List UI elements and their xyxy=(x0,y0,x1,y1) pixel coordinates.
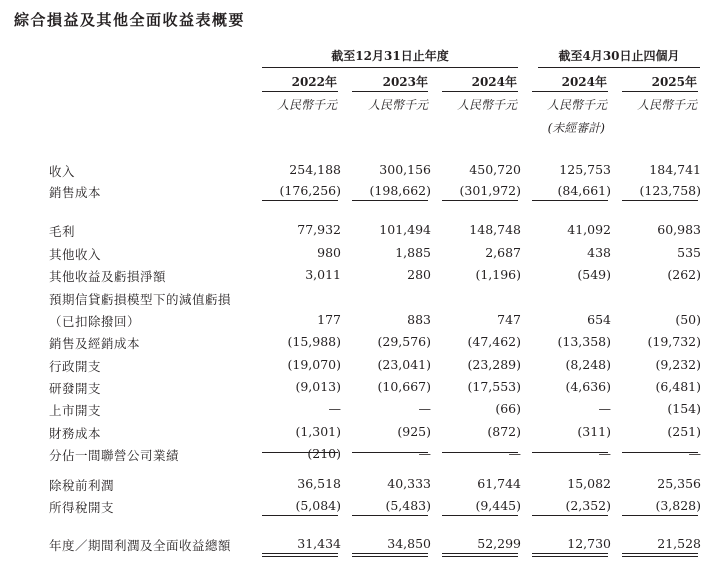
row-value: 450,720 xyxy=(469,162,521,177)
row-value: (29,576) xyxy=(377,334,431,349)
year-header-2025-interim: 2025年 xyxy=(651,75,697,89)
row-value: 254,188 xyxy=(289,162,341,177)
row-value: 21,528 xyxy=(657,536,701,551)
row-value: 438 xyxy=(587,245,611,260)
row-value: (10,667) xyxy=(377,379,431,394)
row-value: (2,352) xyxy=(565,498,611,513)
row-value: 177 xyxy=(317,312,341,327)
row-label: 預期信貸虧損模型下的減值虧損 xyxy=(49,292,232,307)
row-label: 收入 xyxy=(49,164,76,179)
row-label: 年度／期間利潤及全面收益總額 xyxy=(49,538,232,553)
row-value: 52,299 xyxy=(477,536,521,551)
row-value: 34,850 xyxy=(387,536,431,551)
row-label: 分佔一間聯營公司業績 xyxy=(49,448,180,463)
row-value: 883 xyxy=(407,312,431,327)
row-label: 所得稅開支 xyxy=(49,500,115,515)
row-label: （已扣除撥回） xyxy=(49,314,141,329)
row-value: — xyxy=(688,446,701,461)
row-label: 銷售成本 xyxy=(49,185,102,200)
row-value: 12,730 xyxy=(567,536,611,551)
header-annual-rule xyxy=(262,67,518,68)
year-header-2024-interim: 2024年 xyxy=(561,75,607,89)
year-header-2022: 2022年 xyxy=(291,75,337,89)
row-label: 其他收益及虧損淨額 xyxy=(49,269,167,284)
row-value: 654 xyxy=(587,312,611,327)
year-header-2024: 2024年 xyxy=(471,75,517,89)
header-interim-period: 截至4月30日止四個月 xyxy=(558,49,680,63)
row-value: (19,732) xyxy=(647,334,701,349)
row-value: (176,256) xyxy=(279,183,341,198)
row-value: — xyxy=(418,446,431,461)
row-value: (6,481) xyxy=(655,379,701,394)
row-value: (301,972) xyxy=(459,183,521,198)
row-value: 61,744 xyxy=(477,476,521,491)
row-value: (123,758) xyxy=(639,183,701,198)
row-value: (262) xyxy=(667,267,701,282)
row-value: (311) xyxy=(577,424,611,439)
row-value: (3,828) xyxy=(655,498,701,513)
row-value: (9,232) xyxy=(655,357,701,372)
row-label: 研發開支 xyxy=(49,381,102,396)
row-value: (925) xyxy=(397,424,431,439)
row-value: 60,983 xyxy=(657,222,701,237)
row-value: 101,494 xyxy=(379,222,431,237)
unit-label: 人民幣千元 xyxy=(546,98,607,112)
row-value: (84,661) xyxy=(557,183,611,198)
row-value: — xyxy=(598,446,611,461)
row-value: 148,748 xyxy=(469,222,521,237)
row-value: 25,356 xyxy=(657,476,701,491)
row-label: 上市開支 xyxy=(49,403,102,418)
row-value: 40,333 xyxy=(387,476,431,491)
row-value: — xyxy=(418,401,431,416)
row-value: 747 xyxy=(497,312,521,327)
row-value: 980 xyxy=(317,245,341,260)
row-value: 184,741 xyxy=(649,162,701,177)
row-value: — xyxy=(508,446,521,461)
row-value: (13,358) xyxy=(557,334,611,349)
unit-label: 人民幣千元 xyxy=(456,98,517,112)
row-value: (872) xyxy=(487,424,521,439)
row-value: (251) xyxy=(667,424,701,439)
header-interim-rule xyxy=(538,67,700,68)
row-value: (210) xyxy=(307,446,341,461)
row-value: 15,082 xyxy=(567,476,611,491)
row-value: 31,434 xyxy=(297,536,341,551)
row-value: (154) xyxy=(667,401,701,416)
row-value: (15,988) xyxy=(287,334,341,349)
row-value: (198,662) xyxy=(369,183,431,198)
header-annual-period: 截至12月31日止年度 xyxy=(331,49,449,63)
row-value: 3,011 xyxy=(305,267,341,282)
row-value: (5,084) xyxy=(295,498,341,513)
unit-label: 人民幣千元 xyxy=(636,98,697,112)
row-value: (4,636) xyxy=(565,379,611,394)
row-value: 125,753 xyxy=(559,162,611,177)
row-value: 36,518 xyxy=(297,476,341,491)
row-value: (1,301) xyxy=(295,424,341,439)
row-value: — xyxy=(598,401,611,416)
row-value: 280 xyxy=(407,267,431,282)
row-value: (9,013) xyxy=(295,379,341,394)
row-label: 行政開支 xyxy=(49,359,102,374)
row-value: 1,885 xyxy=(395,245,431,260)
unit-label: 人民幣千元 xyxy=(276,98,337,112)
row-value: (9,445) xyxy=(475,498,521,513)
year-header-2023: 2023年 xyxy=(382,75,428,89)
row-label: 銷售及經銷成本 xyxy=(49,336,141,351)
row-value: (19,070) xyxy=(287,357,341,372)
row-value: (47,462) xyxy=(467,334,521,349)
unit-label: 人民幣千元 xyxy=(367,98,428,112)
row-value: (23,289) xyxy=(467,357,521,372)
row-value: 300,156 xyxy=(379,162,431,177)
row-value: (8,248) xyxy=(565,357,611,372)
row-value: (23,041) xyxy=(377,357,431,372)
row-value: (1,196) xyxy=(475,267,521,282)
row-value: (66) xyxy=(495,401,521,416)
row-value: (549) xyxy=(577,267,611,282)
row-label: 財務成本 xyxy=(49,426,102,441)
row-value: 41,092 xyxy=(567,222,611,237)
row-label: 毛利 xyxy=(49,224,76,239)
row-value: 535 xyxy=(677,245,701,260)
row-value: 2,687 xyxy=(485,245,521,260)
row-value: (50) xyxy=(675,312,701,327)
row-label: 其他收入 xyxy=(49,247,102,262)
row-value: 77,932 xyxy=(297,222,341,237)
row-value: (5,483) xyxy=(385,498,431,513)
row-value: (17,553) xyxy=(467,379,521,394)
unaudited-note: (未經審計) xyxy=(547,121,605,135)
row-label: 除稅前利潤 xyxy=(49,478,115,493)
page-title: 綜合損益及其他全面收益表概要 xyxy=(14,11,246,29)
row-value: — xyxy=(328,401,341,416)
